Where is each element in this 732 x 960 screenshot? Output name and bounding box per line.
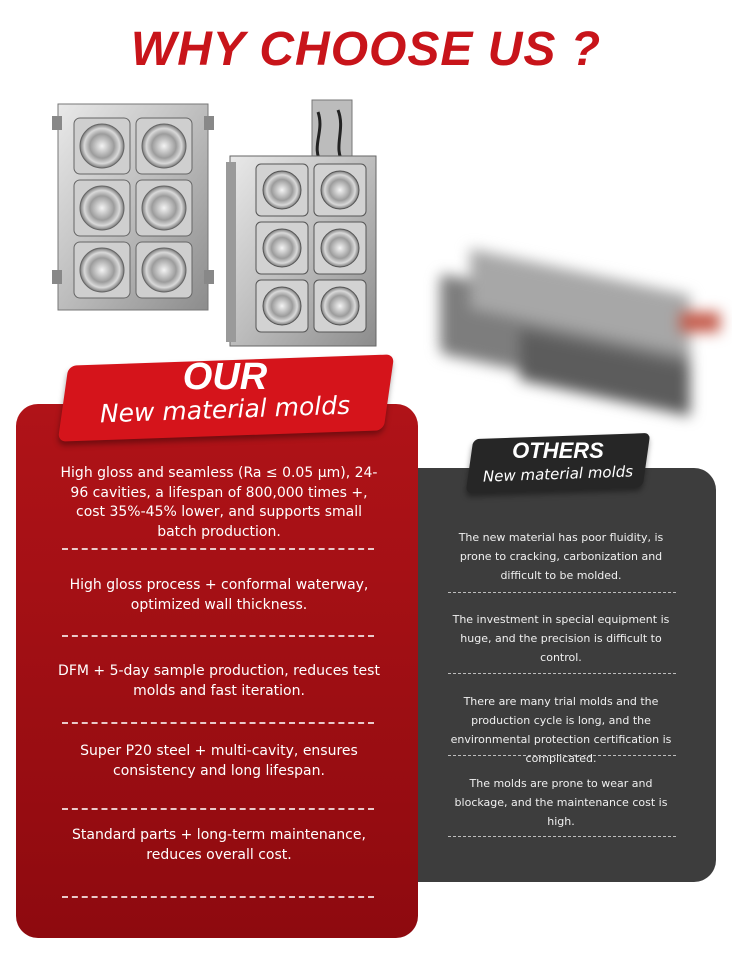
others-item: There are many trial molds and the production cycle is long, and the environmental protection certification is complicated. <box>450 695 672 765</box>
ours-item: High gloss and seamless (Ra ≤ 0.05 μm), 24-96 cavities, a lifespan of 800,000 times +, cost 35%-45% lower, and supports small batch production. <box>60 465 378 540</box>
others-item: The investment in special equipment is huge, and the precision is difficult to control. <box>452 613 670 664</box>
divider <box>62 635 374 637</box>
ours-item: Standard parts + long-term maintenance, reduces overall cost. <box>72 827 366 863</box>
ours-item: DFM + 5-day sample production, reduces test molds and fast iteration. <box>58 663 380 699</box>
divider <box>448 673 676 674</box>
others-heading: OTHERS <box>512 438 604 463</box>
others-item: The molds are prone to wear and blockage, and the maintenance cost is high. <box>454 777 668 828</box>
ours-subheading: New material molds <box>99 390 351 429</box>
divider <box>62 548 374 550</box>
ours-item: High gloss process + conformal waterway, optimized wall thickness. <box>69 577 369 613</box>
page-title: WHY CHOOSE US ? <box>130 23 602 76</box>
divider <box>62 896 374 898</box>
others-item: The new material has poor fluidity, is prone to cracking, carbonization and difficult to be molded. <box>458 531 664 582</box>
ours-item: Super P20 steel + multi-cavity, ensures consistency and long lifespan. <box>80 743 358 779</box>
divider <box>448 755 676 756</box>
our-mold-photo <box>50 92 390 352</box>
others-subheading: New material molds <box>482 462 634 486</box>
divider <box>62 808 374 810</box>
divider <box>448 836 676 837</box>
divider <box>448 592 676 593</box>
divider <box>62 722 374 724</box>
others-mold-photo-blurred <box>430 252 726 424</box>
ours-heading: OUR <box>182 356 268 398</box>
